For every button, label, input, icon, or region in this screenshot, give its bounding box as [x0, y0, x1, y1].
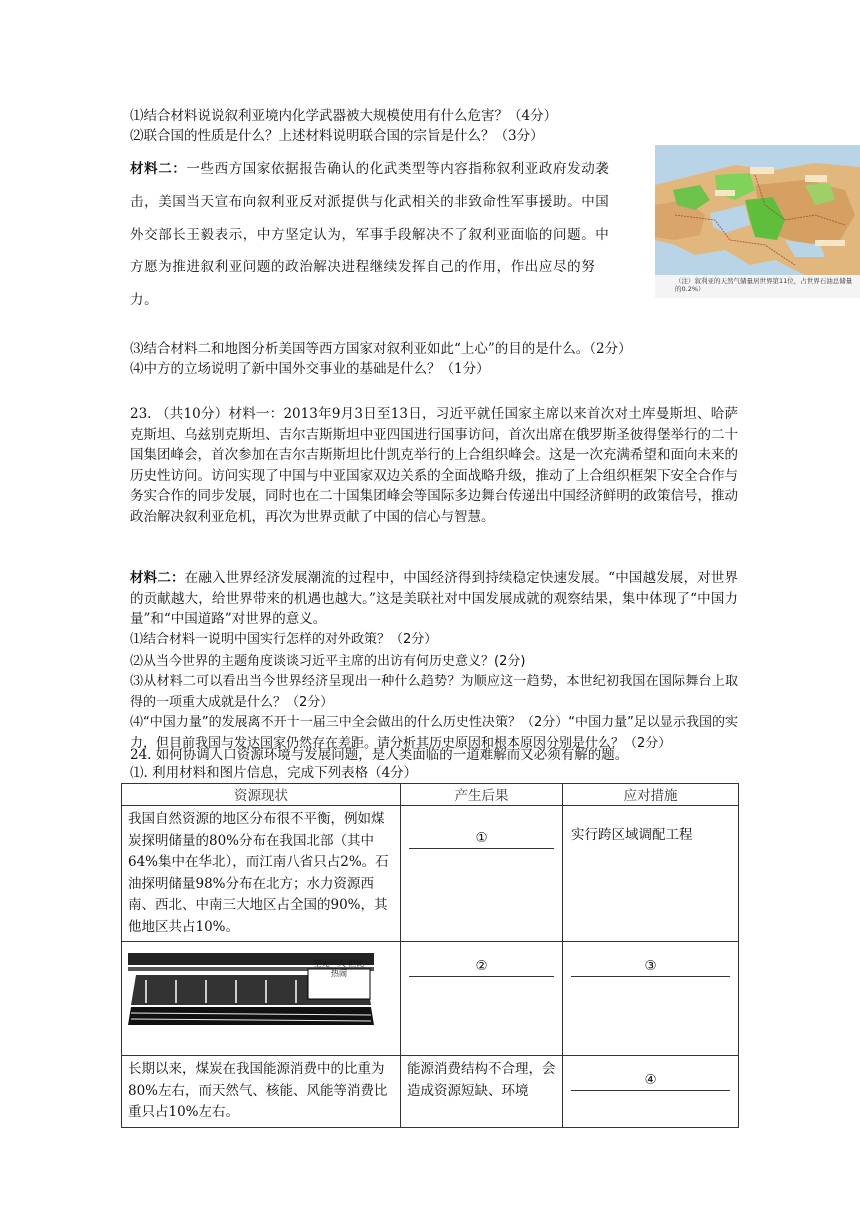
q23-material2-label: 材料二：: [130, 570, 185, 586]
q22-sub4: ⑷中方的立场说明了新中国外交事业的基础是什么？（1分）: [130, 361, 490, 377]
table-row: [122, 1056, 739, 1128]
material2-line-4: 方愿为推进叙利亚问题的政治解决进程继续发挥自己的作用，作出应尽的努: [130, 259, 596, 276]
row3-consequence: 能源消费结构不合理，会造成资源短缺、环境: [401, 1056, 563, 1128]
header-consequence: 产生后果: [401, 784, 563, 806]
answer-blank-3[interactable]: ③: [571, 956, 730, 977]
q23-sub4: ⑷“中国力量”的发展离不开十一届三中全会做出的什么历史性决策？（2分）“中国力量”足以显示我国的实力，但目前我国与发达国家仍然存在差距。请分析其历史原因和根本原因分别是什么？（2分）: [130, 715, 738, 751]
map-caption: （注）叙利亚的天然气储量居世界第11位，占世界石油总储量的0.2%）: [675, 277, 853, 293]
map-graphic: [655, 145, 860, 298]
q23-sub1: ⑴结合材料一说明中国实行怎样的对外政策？（2分）: [130, 632, 438, 647]
material2-line-5: 力。: [130, 292, 159, 309]
q22-sub3: ⑶结合材料二和地图分析美国等西方国家对叙利亚如此“上心”的目的是什么。（2分）: [130, 341, 632, 357]
q24-intro: 24. 如何协调人口资源环境与发展问题，是人类面临的一道难解而又必须有解的题。: [130, 747, 629, 763]
row3-status: 长期以来，煤炭在我国能源消费中的比重为80%左右，而天然气、核能、风能等消费比重只占10%左右。: [122, 1056, 401, 1128]
cartoon-image: [126, 945, 376, 1028]
row1-status: 我国自然资源的地区分布很不平衡，例如煤炭探明储量的80%分布在我国北部（其中64%集中在华北），而江南八省只占2%。石油探明储量98%分布在北方；水力资源西南、西北、中南三大地区占全国的90%，其他地区共占10%。: [122, 806, 401, 942]
row1-consequence: [401, 806, 563, 942]
table-row: [122, 942, 739, 1056]
table-header-row: [122, 784, 739, 806]
material2-label: 材料二：: [130, 161, 187, 177]
material2-line-2: 击，美国当天宣布向叙利亚反对派提供与化武相关的非致命性军事援助。中国: [130, 193, 610, 210]
answer-blank-1[interactable]: ①: [409, 828, 554, 849]
row3-measure: [563, 1056, 739, 1128]
cartoon-caption: 空无一人 但比热闹: [313, 959, 365, 978]
answer-blank-4[interactable]: ④: [571, 1070, 730, 1091]
row2-image-cell: [122, 942, 401, 1056]
header-measure: 应对措施: [563, 784, 739, 806]
q23-intro: 23. （共10分）材料一：2013年9月3日至13日，习近平就任国家主席以来首次对土库曼斯坦、哈萨克斯坦、乌兹别克斯坦、吉尔吉斯斯坦中亚四国进行国事访问，首次出席在俄罗斯圣彼得堡举行的二十国集团峰会，首次参加在吉尔吉斯斯坦比什凯克举行的上合组织峰会。这是一次充满希望和面向未来的历史性访问。访问实现了中国与中亚国家双边关系的全面战略升级，推动了上合组织框架下安全合作与务实合作的同步发展，同时也在二十国集团峰会等国际多边舞台传递出中国经济鲜明的政策信号，推动政治解决叙利亚危机，再次为世界贡献了中国的信心与智慧。: [130, 406, 738, 525]
row2-measure: [563, 942, 739, 1056]
resource-table: [121, 783, 739, 1128]
material2-line-3: 外交部长王毅表示，中方坚定认为，军事手段解决不了叙利亚面临的问题。中: [130, 226, 610, 243]
answer-blank-2[interactable]: ②: [409, 956, 554, 977]
q23-material2: 材料二：在融入世界经济发展潮流的过程中，中国经济得到持续稳定快速发展。“中国越发展，对世界的贡献越大，给世界带来的机遇也越大。”这是美联社对中国发展成就的观察结果，集中体现了“中国力量”和“中国道路”对世界的意义。: [130, 570, 739, 627]
header-status: 资源现状: [122, 784, 401, 806]
material2-line-1: 材料二：一些西方国家依据报告确认的化武类型等内容指称叙利亚政府发动袭: [130, 161, 610, 177]
q22-sub1: ⑴结合材料说说叙利亚境内化学武器被大规模使用有什么危害？（4分）: [130, 108, 558, 124]
q24-sub1: ⑴. 利用材料和图片信息，完成下列表格（4分）: [130, 765, 418, 781]
q23-sub3: ⑶从材料二可以看出当今世界经济呈现出一种什么趋势？为顺应这一趋势，本世纪初我国在国际舞台上取得的一项重大成就是什么？（2分）: [130, 674, 738, 710]
middle-east-map: [655, 145, 860, 298]
q22-sub2: ⑵联合国的性质是什么？上述材料说明联合国的宗旨是什么？（3分）: [130, 128, 544, 144]
q23-sub2: ⑵从当今世界的主题角度谈谈习近平主席的出访有何历史意义？(2分): [130, 654, 526, 669]
table-row: [122, 806, 739, 942]
row2-consequence: [401, 942, 563, 1056]
q22-material2: [130, 153, 645, 317]
row1-measure: 实行跨区域调配工程: [563, 806, 739, 942]
